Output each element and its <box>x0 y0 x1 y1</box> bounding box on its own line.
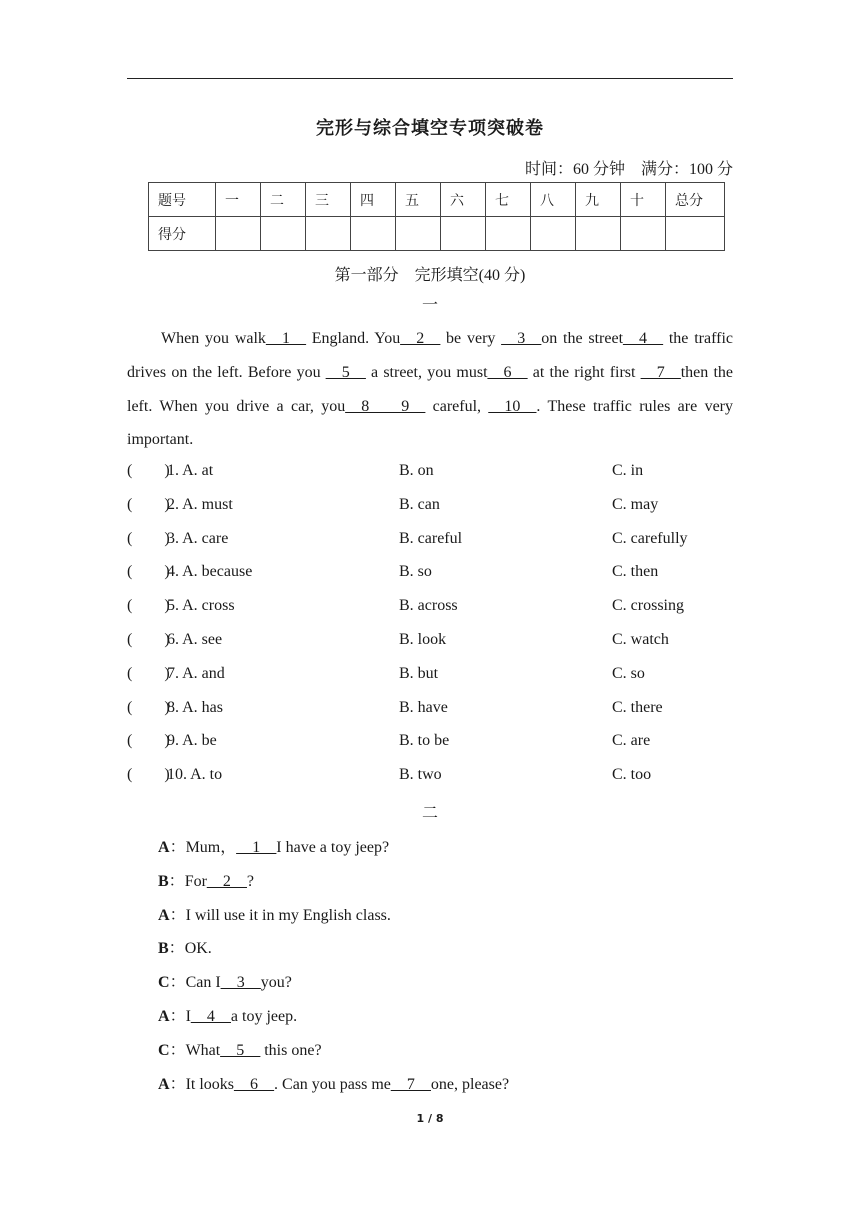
option-b: B. two <box>399 766 442 784</box>
dialogue-blank: __6__ <box>234 1075 275 1093</box>
cloze-passage-text <box>127 322 733 457</box>
dialogue-text: you? <box>260 974 292 992</box>
passage-text: the traffic drives on the left. Before you <box>127 330 734 381</box>
score-input-cell[interactable] <box>261 217 306 251</box>
option-b: B. look <box>399 631 447 648</box>
option-b: B. across <box>399 597 458 615</box>
speaker-separator: ： <box>168 872 185 890</box>
score-cell: 一 <box>216 183 261 217</box>
option-a: 10. A. to <box>167 766 223 784</box>
speaker-label: C <box>158 974 170 992</box>
score-table-score-row <box>149 217 725 251</box>
option-a: 3. A. care <box>167 529 229 547</box>
cloze-blank: __5__ <box>325 363 366 381</box>
score-row-label: 得分 <box>149 217 216 251</box>
option-b: B. have <box>399 698 448 716</box>
score-cell: 六 <box>441 183 486 217</box>
dialogue-text: OK. <box>184 940 212 958</box>
option-b: B. so <box>399 563 432 581</box>
score-input-cell[interactable] <box>216 217 261 251</box>
answer-paren[interactable]: ( ) <box>127 664 170 682</box>
dialogue-line <box>158 969 292 992</box>
option-a: 7. A. and <box>167 664 225 682</box>
option-b: B. to be <box>399 732 450 750</box>
dialogue-blank: __4__ <box>190 1008 231 1025</box>
question-row <box>127 563 733 587</box>
question-row <box>127 462 733 486</box>
dialogue-line <box>158 868 254 891</box>
score-cell: 五 <box>396 183 441 217</box>
score-cell: 二 <box>261 183 306 217</box>
option-c: C. there <box>612 698 663 716</box>
dialogue-text: Mum， <box>185 839 237 856</box>
answer-paren[interactable]: ( ) <box>127 766 170 784</box>
score-cell: 四 <box>351 183 396 217</box>
cloze-blank: __8____9__ <box>345 397 426 415</box>
dialogue-text: I have a toy jeep? <box>276 839 390 856</box>
option-a: 4. A. because <box>167 563 253 581</box>
speaker-label: C <box>158 1041 170 1059</box>
cloze-blank: __2__ <box>400 330 441 347</box>
section-number-2: 二 <box>421 805 438 822</box>
dialogue-text: What <box>185 1041 221 1059</box>
score-input-cell-total[interactable] <box>666 217 725 251</box>
answer-paren[interactable]: ( ) <box>127 529 170 547</box>
question-row <box>127 631 733 655</box>
question-row <box>127 496 733 520</box>
option-b: B. on <box>399 462 434 479</box>
question-row <box>127 699 733 723</box>
speaker-label: A <box>158 906 170 924</box>
answer-paren[interactable]: ( ) <box>127 462 170 479</box>
passage-text: England. You <box>305 330 401 347</box>
option-b: B. but <box>399 664 439 682</box>
dialogue-text: one, please? <box>430 1075 510 1093</box>
cloze-passage <box>127 322 733 457</box>
question-row <box>127 597 733 621</box>
score-input-cell[interactable] <box>621 217 666 251</box>
option-c: C. carefully <box>612 529 688 547</box>
dialogue-text: I <box>185 1008 191 1025</box>
dialogue-blank: __7__ <box>390 1075 431 1093</box>
cloze-blank: __7__ <box>640 363 681 381</box>
speaker-label: A <box>158 1075 170 1093</box>
section-number-1: 一 <box>421 297 438 314</box>
option-a: 6. A. see <box>167 631 223 648</box>
score-table <box>148 182 725 251</box>
question-row <box>127 732 733 756</box>
speaker-label: A <box>158 1008 170 1025</box>
dialogue-text: . Can you pass me <box>274 1075 391 1093</box>
dialogue-text: this one? <box>260 1041 322 1059</box>
passage-text: a street, you must <box>365 363 488 381</box>
answer-paren[interactable]: ( ) <box>127 631 170 648</box>
option-c: C. may <box>612 495 659 513</box>
dialogue-text: It looks <box>185 1075 235 1093</box>
speaker-separator: ： <box>169 906 186 924</box>
passage-text: When you walk <box>161 330 266 347</box>
dialogue-line <box>158 1037 322 1060</box>
cloze-blank: __10__ <box>488 397 537 415</box>
question-row <box>127 665 733 689</box>
option-b: B. can <box>399 495 440 513</box>
speaker-label: B <box>158 872 169 890</box>
score-input-cell[interactable] <box>351 217 396 251</box>
option-b: B. careful <box>399 529 463 547</box>
cloze-blank: __1__ <box>265 330 306 347</box>
answer-paren[interactable]: ( ) <box>127 563 170 581</box>
passage-text: on the street <box>541 330 624 347</box>
answer-paren[interactable]: ( ) <box>127 732 170 750</box>
score-input-cell[interactable] <box>576 217 621 251</box>
score-input-cell[interactable] <box>486 217 531 251</box>
speaker-label: B <box>158 940 169 958</box>
speaker-separator: ： <box>168 940 185 958</box>
option-c: C. so <box>612 664 645 682</box>
cloze-blank: __4__ <box>623 330 664 347</box>
score-cell: 十 <box>621 183 666 217</box>
speaker-separator: ： <box>169 974 186 992</box>
score-cell: 八 <box>531 183 576 217</box>
answer-paren[interactable]: ( ) <box>127 698 170 716</box>
option-a: 9. A. be <box>167 732 217 750</box>
option-c: C. in <box>612 462 644 479</box>
score-input-cell[interactable] <box>306 217 351 251</box>
passage-text: then the left. When you drive a car, you <box>127 363 734 415</box>
dialogue-blank: __2__ <box>206 872 247 890</box>
top-rule <box>127 78 733 79</box>
speaker-separator: ： <box>169 1041 186 1059</box>
passage-text: careful, <box>425 397 489 415</box>
dialogue-line <box>158 935 212 958</box>
score-table-header-row <box>149 183 725 217</box>
option-c: C. watch <box>612 631 669 648</box>
score-cell-label: 题号 <box>149 183 216 217</box>
dialogue-line <box>158 1003 297 1026</box>
option-a: 2. A. must <box>167 495 233 513</box>
score-cell-total: 总分 <box>666 183 725 217</box>
dialogue-text: a toy jeep. <box>230 1008 298 1025</box>
speaker-separator: ： <box>169 1008 186 1025</box>
passage-text: be very <box>440 330 502 347</box>
passage-text: . These traffic rules are very important. <box>127 397 734 449</box>
dialogue-line <box>158 1071 509 1094</box>
dialogue-blank: __5__ <box>220 1041 261 1059</box>
dialogue-line <box>158 902 391 925</box>
question-row <box>127 530 733 554</box>
cloze-blank: __3__ <box>501 330 542 347</box>
option-c: C. then <box>612 563 659 581</box>
dialogue-text: I will use it in my English class. <box>185 906 391 924</box>
option-c: C. are <box>612 732 651 750</box>
dialogue-text: ? <box>246 872 255 890</box>
answer-paren[interactable]: ( ) <box>127 597 170 615</box>
option-c: C. crossing <box>612 597 684 615</box>
dialogue-text: For <box>184 872 207 890</box>
question-row <box>127 766 733 790</box>
answer-paren[interactable]: ( ) <box>127 495 170 513</box>
score-cell: 七 <box>486 183 531 217</box>
page-number: 1 / 8 <box>416 1112 444 1125</box>
passage-text: at the right first <box>527 363 641 381</box>
part-one-title: 第一部分 完形填空(40 分) <box>334 267 526 284</box>
option-a: 8. A. has <box>167 698 223 716</box>
score-input-cell[interactable] <box>531 217 576 251</box>
option-a: 5. A. cross <box>167 597 235 615</box>
page-title: 完形与综合填空专项突破卷 <box>316 118 544 139</box>
score-input-cell[interactable] <box>396 217 441 251</box>
dialogue-blank: __3__ <box>220 974 261 992</box>
speaker-separator: ： <box>169 839 186 856</box>
speaker-label: A <box>158 839 170 856</box>
score-cell: 九 <box>576 183 621 217</box>
dialogue-text: Can I <box>185 974 221 992</box>
option-c: C. too <box>612 766 652 784</box>
dialogue-line <box>158 834 389 857</box>
time-info: 时间：60 分钟 满分：100 分 <box>524 161 733 178</box>
score-input-cell[interactable] <box>441 217 486 251</box>
cloze-blank: __6__ <box>487 363 528 381</box>
dialogue-blank: __1__ <box>236 839 277 856</box>
speaker-separator: ： <box>169 1075 186 1093</box>
score-cell: 三 <box>306 183 351 217</box>
option-a: 1. A. at <box>167 462 214 479</box>
